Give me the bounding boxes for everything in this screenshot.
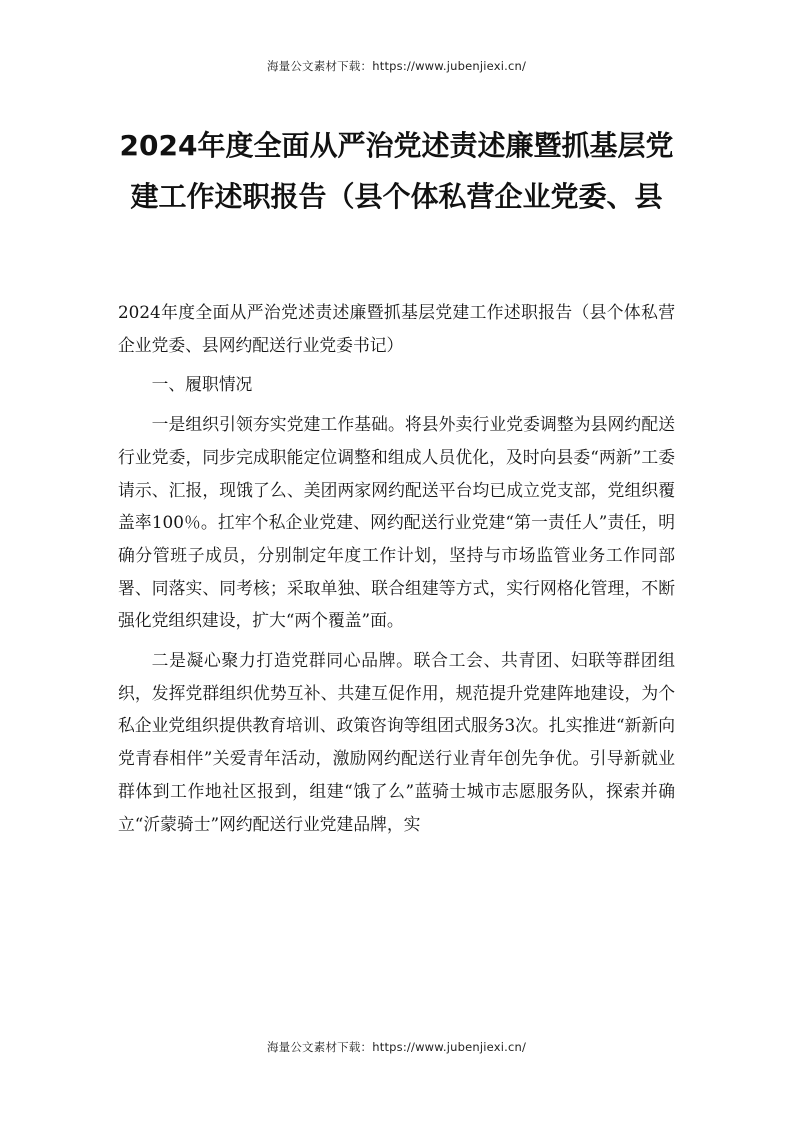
body-paragraph: 一是组织引领夯实党建工作基础。将县外卖行业党委调整为县网约配送行业党委，同步完成职能定位调整和组成人员优化，及时向县委“两新”工委请示、汇报，现饿了么、美团两家网约配送平台均已成立党支部，党组织覆盖率100％。扛牢个私企业党建、网约配送行业党建“第一责任人”责任，明确分管班子成员，分别制定年度工作计划，坚持与市场监管业务工作同部署、同落实、同考核；采取单独、联合组建等方式，实行网格化管理，不断强化党组织建设，扩大“两个覆盖”面。 bbox=[118, 414, 675, 631]
document-title: 2024年度全面从严治党述责述廉暨抓基层党建工作述职报告（县个体私营企业党委、县 bbox=[119, 129, 674, 213]
intro-paragraph: 2024年度全面从严治党述责述廉暨抓基层党建工作述职报告（县个体私营企业党委、县网约配送行业党委书记） bbox=[118, 302, 675, 355]
document-body bbox=[118, 296, 675, 840]
page-header: 海量公文素材下载：https://www.jubenjiexi.cn/ bbox=[266, 59, 527, 73]
section-heading: 一、履职情况 bbox=[151, 374, 253, 395]
body-paragraph: 二是凝心聚力打造党群同心品牌。联合工会、共青团、妇联等群团组织，发挥党群组织优势互补、共建互促作用，规范提升党建阵地建设，为个私企业党组织提供教育培训、政策咨询等组团式服务3次。扎实推进“新新向党青春相伴”关爱青年活动，激励网约配送行业青年创先争优。引导新就业群体到工作地社区报到，组建“饿了么”蓝骑士城市志愿服务队，探索并确立“沂蒙骑士”网约配送行业党建品牌，实 bbox=[118, 650, 675, 834]
page-footer: 海量公文素材下载：https://www.jubenjiexi.cn/ bbox=[266, 1040, 527, 1054]
